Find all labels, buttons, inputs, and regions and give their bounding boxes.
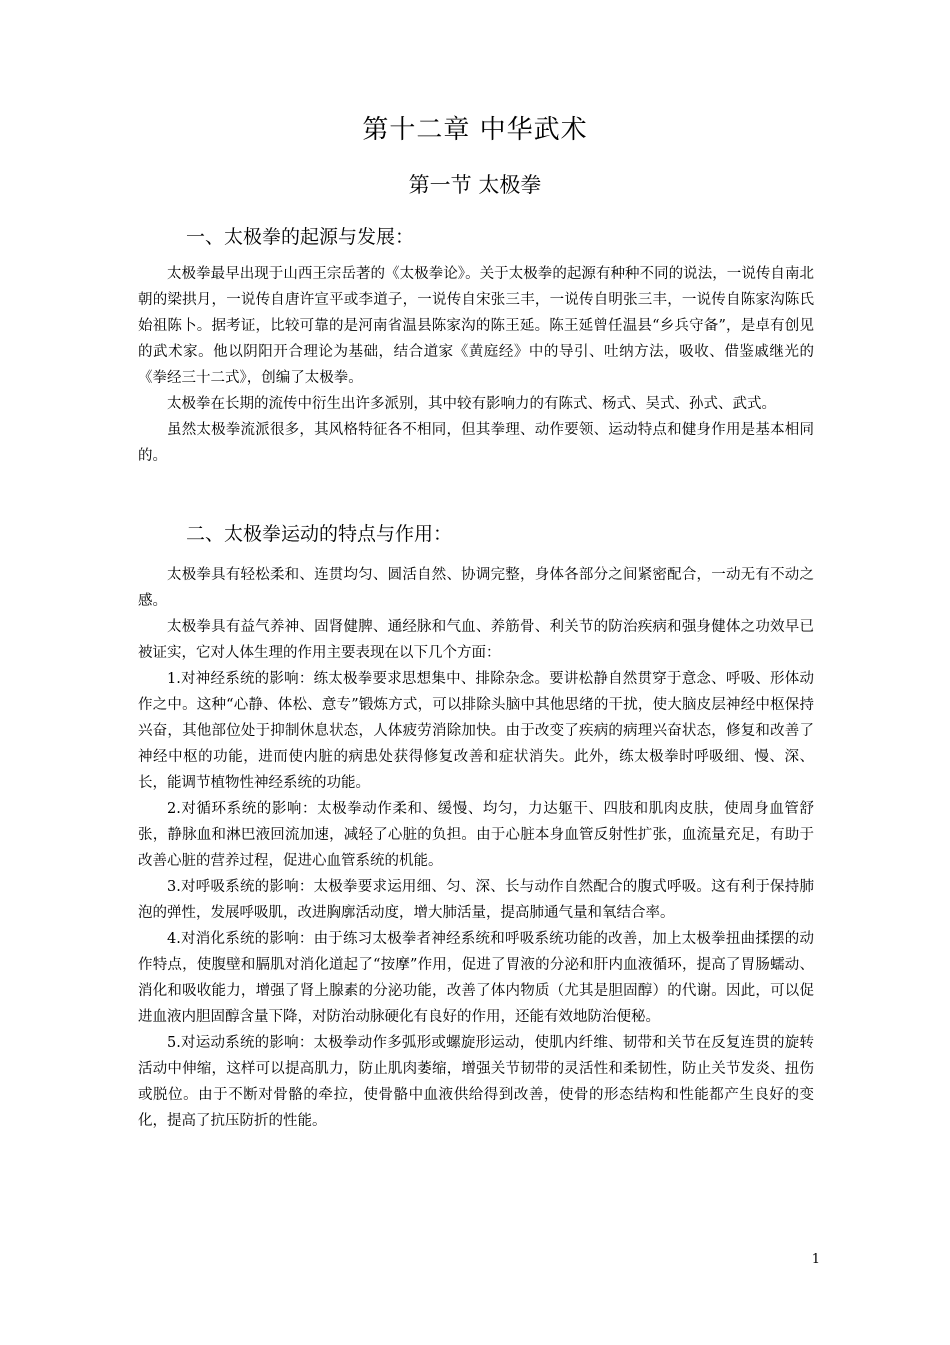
paragraph: 太极拳最早出现于山西王宗岳著的《太极拳论》。关于太极拳的起源有种种不同的说法，一说传自南北朝的梁拱月，一说传自唐许宣平或李道子，一说传自宋张三丰，一说传自明张三丰，一说传自陈家沟陈氏始祖陈卜。据考证，比较可靠的是河南省温县陈家沟的陈王延。陈王延曾任温县“乡兵守备”，是卓有创见的武术家。他以阴阳开合理论为基础，结合道家《黄庭经》中的导引、吐纳方法，吸收、借鉴戚继光的《拳经三十二式》，创编了太极拳。	[138, 266, 814, 386]
paragraph-circulatory-system: 2.对循环系统的影响：太极拳动作柔和、缓慢、均匀，力达躯干、四肢和肌肉皮肤，使周身血管舒张，静脉血和淋巴液回流加速，减轻了心脏的负担。由于心脏本身血管反射性扩张，血流量充足，有助于改善心脏的营养过程，促进心血管系统的机能。	[138, 801, 814, 869]
section-origin-body	[138, 261, 814, 469]
heading-origin-development: 一、太极拳的起源与发展：	[186, 226, 415, 248]
paragraph: 太极拳具有轻松柔和、连贯均匀、圆活自然、协调完整，身体各部分之间紧密配合，一动无有不动之感。	[138, 567, 814, 609]
section-features-body	[138, 562, 814, 1134]
paragraph: 太极拳具有益气养神、固肾健脾、通经脉和气血、养筋骨、利关节的防治疾病和强身健体之功效早已被证实，它对人体生理的作用主要表现在以下几个方面：	[138, 619, 814, 661]
section-title: 第一节 太极拳	[408, 173, 542, 197]
paragraph-motor-system: 5.对运动系统的影响：太极拳动作多弧形或螺旋形运动，使肌内纤维、韧带和关节在反复连贯的旋转活动中伸缩，这样可以提高肌力，防止肌肉萎缩，增强关节韧带的灵活性和柔韧性，防止关节发炎、扭伤或脱位。由于不断对骨骼的牵拉，使骨骼中血液供给得到改善，使骨的形态结构和性能都产生良好的变化，提高了抗压防折的性能。	[138, 1035, 814, 1129]
heading-features-effects: 二、太极拳运动的特点与作用：	[186, 523, 453, 545]
paragraph: 虽然太极拳流派很多，其风格特征各不相同，但其拳理、动作要领、运动特点和健身作用是基本相同的。	[138, 422, 814, 464]
chapter-title: 第十二章 中华武术	[362, 115, 588, 145]
paragraph: 太极拳在长期的流传中衍生出许多派别，其中较有影响力的有陈式、杨式、吴式、孙式、武式。	[167, 396, 776, 412]
paragraph-respiratory-system: 3.对呼吸系统的影响：太极拳要求运用细、匀、深、长与动作自然配合的腹式呼吸。这有利于保持肺泡的弹性，发展呼吸肌，改进胸廓活动度，增大肺活量，提高肺通气量和氧结合率。	[138, 879, 814, 921]
paragraph-nervous-system: 1.对神经系统的影响：练太极拳要求思想集中、排除杂念。要讲松静自然贯穿于意念、呼吸、形体动作之中。这种“心静、体松、意专”锻炼方式，可以排除头脑中其他思绪的干扰，使大脑皮层神经中枢保持兴奋，其他部位处于抑制休息状态，人体疲劳消除加快。由于改变了疾病的病理兴奋状态，修复和改善了神经中枢的功能，进而使内脏的病患处获得修复改善和症状消失。此外，练太极拳时呼吸细、慢、深、长，能调节植物性神经系统的功能。	[138, 671, 814, 791]
page-number: 1	[811, 1252, 820, 1267]
paragraph-digestive-system: 4.对消化系统的影响：由于练习太极拳者神经系统和呼吸系统功能的改善，加上太极拳扭曲揉摆的动作特点，使腹壁和膈肌对消化道起了“按摩”作用，促进了胃液的分泌和肝内血液循环，提高了胃肠蠕动、消化和吸收能力，增强了肾上腺素的分泌功能，改善了体内物质（尤其是胆固醇）的代谢。因此，可以促进血液内胆固醇含量下降，对防治动脉硬化有良好的作用，还能有效地防治便秘。	[138, 931, 814, 1025]
